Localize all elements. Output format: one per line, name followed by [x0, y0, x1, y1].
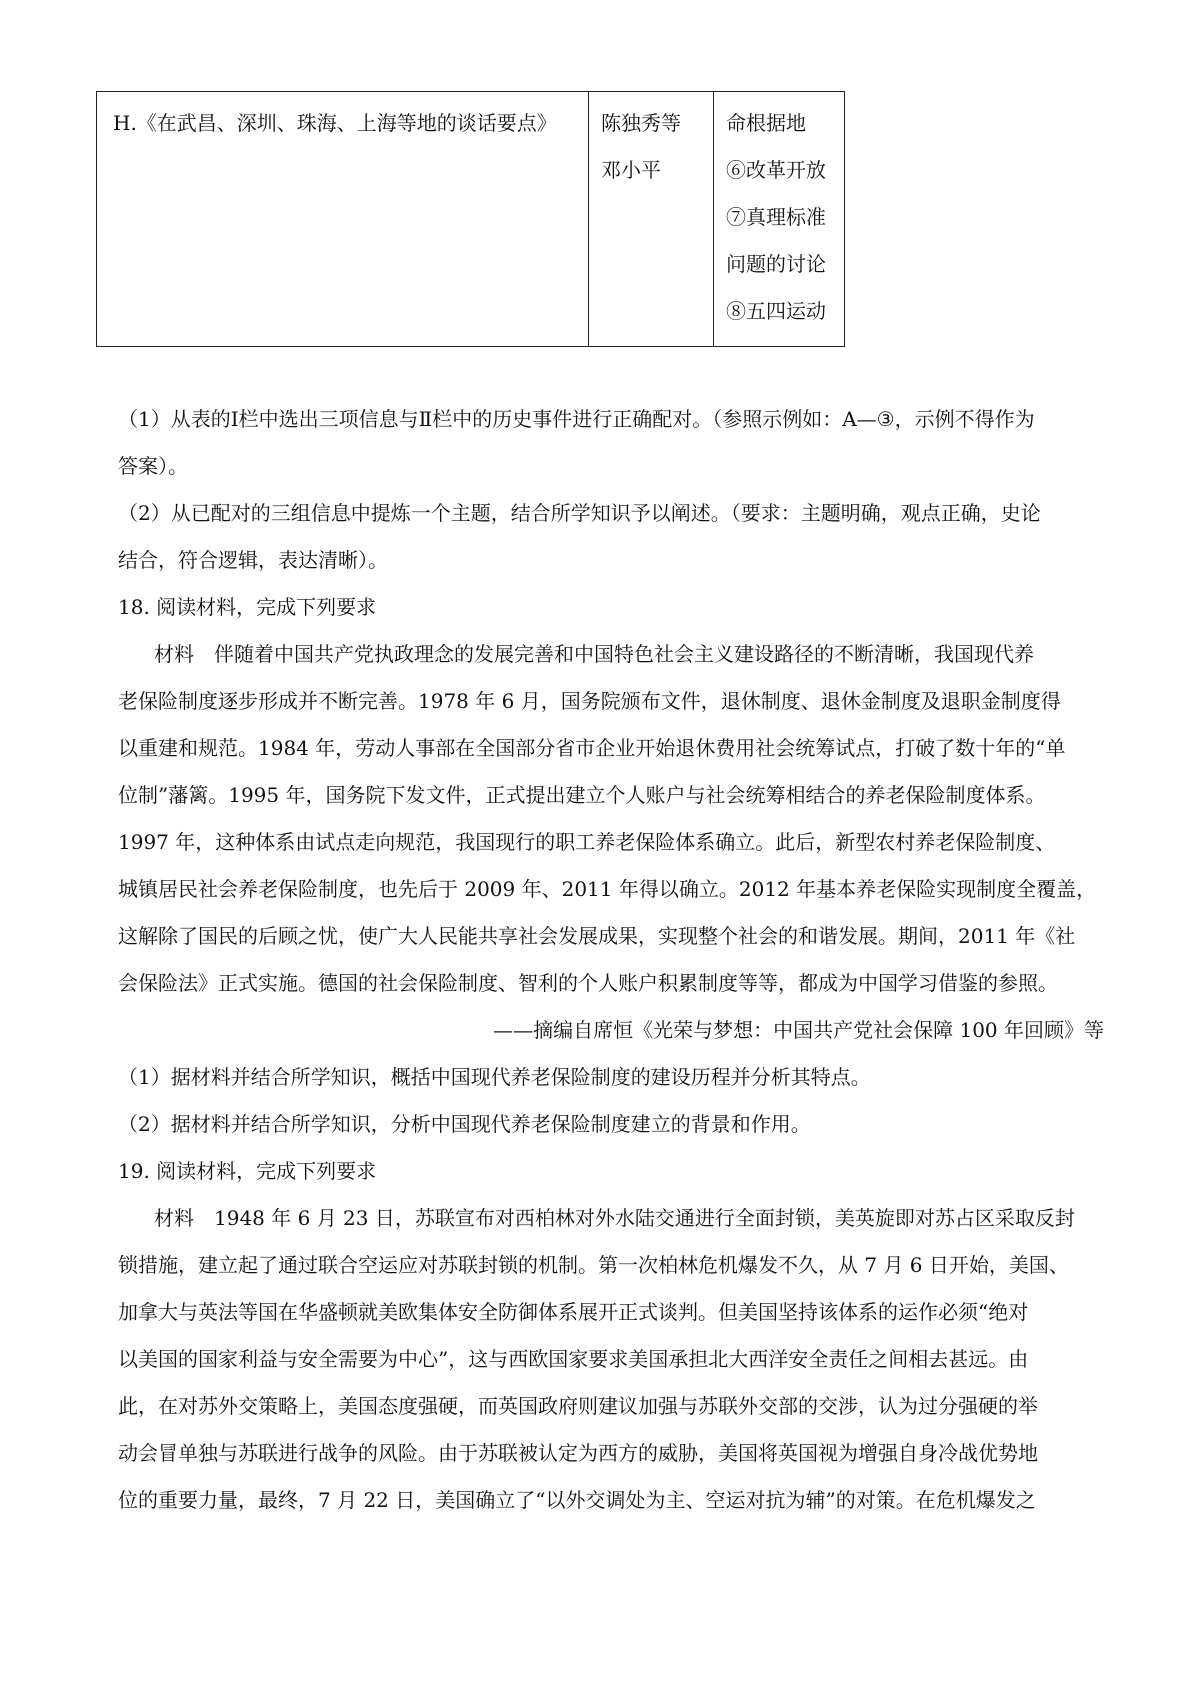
table-cell-text: 陈独秀等	[601, 111, 681, 135]
text-line: 位的重要力量，最终，7 月 22 日，美国确立了“以外交调处为主、空运对抗为辅”的对策。在危机爆发之	[118, 1488, 1036, 1512]
text-line: 答案）。	[118, 454, 188, 478]
text-line: （2）从已配对的三组信息中提炼一个主题，结合所学知识予以阐述。（要求：主题明确，观点正确，史论	[118, 501, 1041, 525]
q18-subquestion-2: （2）据材料并结合所学知识，分析中国现代养老保险制度建立的背景和作用。	[118, 1112, 811, 1136]
text-line: 材料 1948 年 6 月 23 日，苏联宣布对西柏林对外水陆交通进行全面封锁，美英旋即对苏占区采取反封	[154, 1206, 1075, 1230]
text-line: 加拿大与英法等国在华盛顿就美欧集体安全防御体系展开正式谈判。但美国坚持该体系的运作必须“绝对	[118, 1300, 1029, 1324]
text-line: 城镇居民社会养老保险制度，也先后于 2009 年、2011 年得以确立。2012 年基本养老保险实现制度全覆盖，	[118, 877, 1097, 901]
table-cell-text: 邓小平	[601, 158, 661, 182]
text-line: 老保险制度逐步形成并不断完善。1978 年 6 月，国务院颁布文件，退休制度、退休金制度及退职金制度得	[118, 689, 1061, 713]
text-line: 以重建和规范。1984 年，劳动人事部在全国部分省市企业开始退休费用社会统筹试点，打破了数十年的“单	[118, 736, 1066, 760]
q18-subquestion-1: （1）据材料并结合所学知识，概括中国现代养老保险制度的建设历程并分析其特点。	[118, 1065, 871, 1089]
q19-material	[118, 1195, 1104, 1524]
q19-heading: 19. 阅读材料，完成下列要求	[118, 1159, 377, 1183]
table-column-1	[97, 92, 589, 346]
text-line: 这解除了国民的后顾之忧，使广大人民能共享社会发展成果，实现整个社会的和谐发展。期间，2011 年《社	[118, 924, 1076, 948]
text-line: 会保险法》正式实施。德国的社会保险制度、智利的个人账户积累制度等等，都成为中国学习借鉴的参照。	[118, 971, 1058, 995]
text-line: 此，在对苏外交策略上，美国态度强硬，而英国政府则建议加强与苏联外交部的交涉，认为过分强硬的举	[118, 1394, 1038, 1418]
table-cell-text: H.《在武昌、深圳、珠海、上海等地的谈话要点》	[113, 111, 557, 135]
table-cell-text: 问题的讨论	[726, 252, 826, 276]
table-cell-text: ⑧五四运动	[726, 299, 826, 323]
table-cell-text: ⑥改革开放	[726, 158, 826, 182]
text-line: 动会冒单独与苏联进行战争的风险。由于苏联被认定为西方的威胁，美国将英国视为增强自身冷战优势地	[118, 1441, 1038, 1465]
q17-subquestion-2	[118, 490, 1104, 584]
q18-heading: 18. 阅读材料，完成下列要求	[118, 595, 377, 619]
history-matching-table	[96, 91, 845, 347]
q18-source-citation: ——摘编自席恒《光荣与梦想：中国共产党社会保障 100 年回顾》等	[493, 1018, 1104, 1042]
text-line: （1）从表的Ⅰ栏中选出三项信息与Ⅱ栏中的历史事件进行正确配对。（参照示例如：A—③，示例不得作为	[118, 407, 1035, 431]
text-line: 材料 伴随着中国共产党执政理念的发展完善和中国特色社会主义建设路径的不断清晰，我国现代养	[154, 642, 1034, 666]
text-line: 1997 年，这种体系由试点走向规范，我国现行的职工养老保险体系确立。此后，新型农村养老保险制度、	[118, 830, 1056, 854]
q18-material	[118, 631, 1104, 1007]
table-column-2	[589, 92, 714, 346]
table-cell-text: 命根据地	[726, 111, 806, 135]
q17-subquestion-1	[118, 396, 1104, 490]
text-line: 结合，符合逻辑，表达清晰）。	[118, 548, 388, 572]
text-line: 以美国的国家利益与安全需要为中心”，这与西欧国家要求美国承担北大西洋安全责任之间相去甚远。由	[118, 1347, 1029, 1371]
table-cell-text: ⑦真理标准	[726, 205, 826, 229]
text-line: 位制”藩篱。1995 年，国务院下发文件，正式提出建立个人账户与社会统筹相结合的养老保险制度体系。	[118, 783, 1046, 807]
table-column-3	[714, 92, 844, 346]
text-line: 锁措施，建立起了通过联合空运应对苏联封锁的机制。第一次柏林危机爆发不久，从 7 月 6 日开始，美国、	[118, 1253, 1069, 1277]
